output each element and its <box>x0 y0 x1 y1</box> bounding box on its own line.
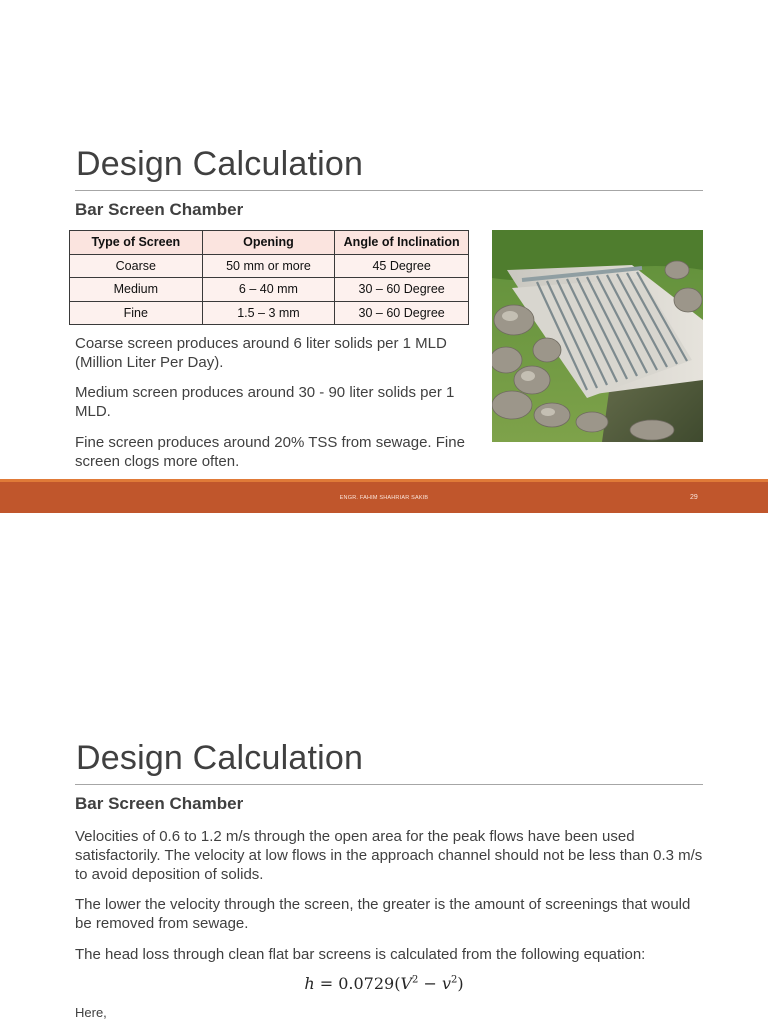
slide-30 <box>0 513 768 1024</box>
velocity-paragraph: Velocities of 0.6 to 1.2 m/s through the open area for the peak flows have been used satisfactorily. The velocity at low flows in the approach channel should not be less than 0.3 m/s to avoid deposition of solids. <box>75 828 703 883</box>
equation-var-v-upper: V <box>400 974 413 993</box>
page-number: 29 <box>690 494 698 501</box>
table-header-cell: Type of Screen <box>70 231 203 255</box>
table-row <box>70 301 469 325</box>
here-label: Here, <box>75 1005 107 1020</box>
screen-types-table <box>69 230 469 325</box>
equation-equals: = <box>314 974 339 993</box>
table-row <box>70 254 469 278</box>
table-header-cell: Opening <box>202 231 335 255</box>
equation-exp-2: 2 <box>451 974 458 986</box>
title-divider <box>75 784 703 785</box>
slide-title: Design Calculation <box>76 145 364 183</box>
medium-screen-paragraph: Medium screen produces around 30 - 90 liter solids per 1 MLD. <box>75 384 455 420</box>
coarse-screen-paragraph: Coarse screen produces around 6 liter solids per 1 MLD (Million Liter Per Day). <box>75 335 447 371</box>
slide-footer <box>0 479 768 513</box>
table-cell: 45 Degree <box>335 254 469 278</box>
screenings-paragraph: The lower the velocity through the screen, the greater is the amount of screenings that would be removed from sewage. <box>75 896 691 932</box>
table-cell: 30 – 60 Degree <box>335 278 469 302</box>
bar-screen-photo <box>492 230 703 442</box>
table-cell: Medium <box>70 278 203 302</box>
table-row <box>70 278 469 302</box>
table-header-row <box>70 231 469 255</box>
head-loss-paragraph: The head loss through clean flat bar screens is calculated from the following equation: <box>75 946 646 963</box>
table-cell: 30 – 60 Degree <box>335 301 469 325</box>
table-cell: 6 – 40 mm <box>202 278 335 302</box>
table-cell: Coarse <box>70 254 203 278</box>
slide-subtitle: Bar Screen Chamber <box>75 794 244 813</box>
equation-minus: − <box>418 974 442 993</box>
slide-title: Design Calculation <box>76 739 364 777</box>
equation-open-paren: ( <box>394 974 401 993</box>
title-divider <box>75 190 703 191</box>
table-cell: 1.5 – 3 mm <box>202 301 335 325</box>
table-cell: 50 mm or more <box>202 254 335 278</box>
table-cell: Fine <box>70 301 203 325</box>
equation-close-paren: ) <box>457 974 464 993</box>
fine-screen-paragraph: Fine screen produces around 20% TSS from sewage. Fine screen clogs more often. <box>75 434 465 470</box>
equation-var-v-lower: v <box>441 974 452 993</box>
slide-subtitle: Bar Screen Chamber <box>75 200 244 219</box>
table-header-cell: Angle of Inclination <box>335 231 469 255</box>
equation-lhs: h <box>304 974 315 993</box>
equation-exp-1: 2 <box>412 974 419 986</box>
head-loss-equation <box>0 974 768 993</box>
footer-author: ENGR. FAHIM SHAHRIAR SAKIB <box>339 495 429 501</box>
equation-coefficient: 0.0729 <box>338 974 395 993</box>
